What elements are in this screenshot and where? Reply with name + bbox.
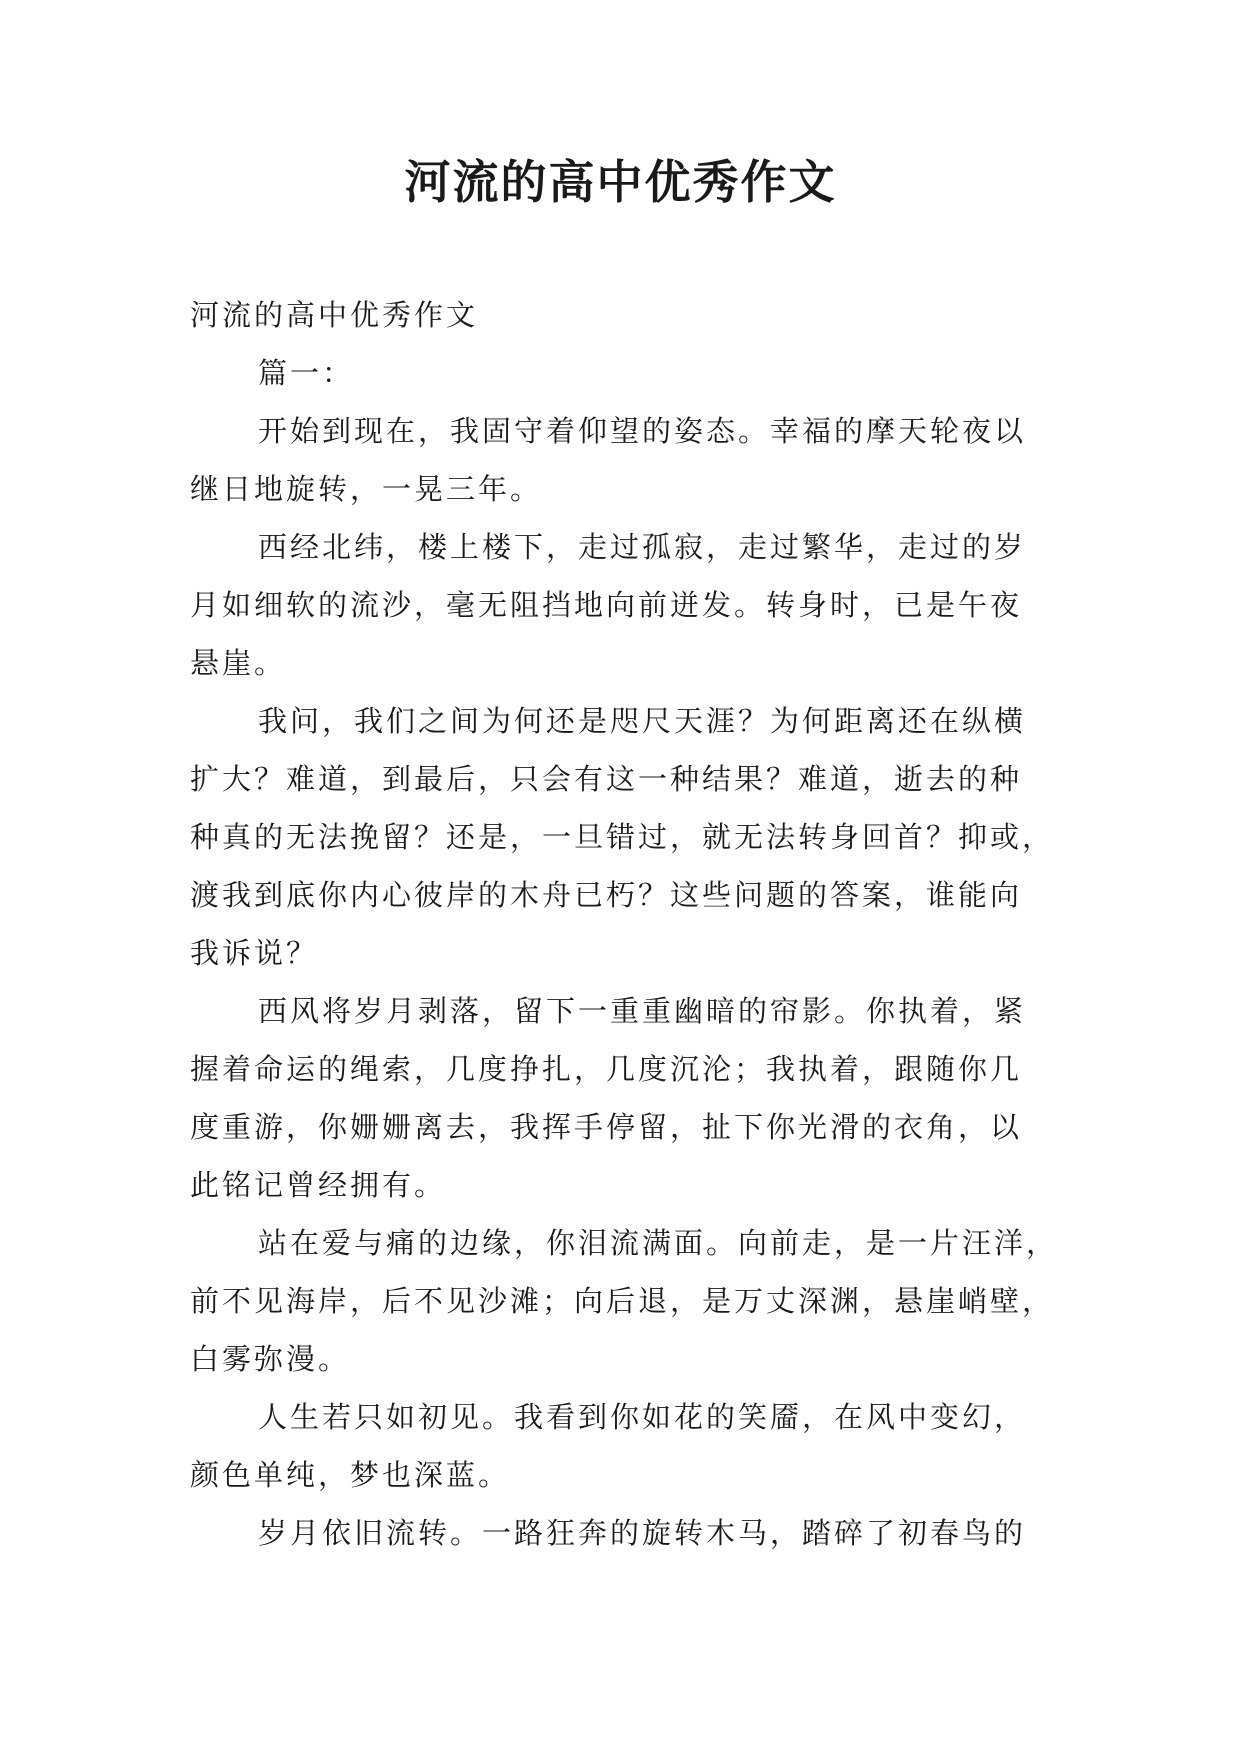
paragraph-line: 此铭记曾经拥有。	[190, 1168, 447, 1202]
paragraph-line: 扩大？难道，到最后，只会有这一种结果？难道，逝去的种	[190, 762, 1023, 796]
paragraph-line: 白雾弥漫。	[190, 1342, 351, 1376]
document-title: 河流的高中优秀作文	[404, 155, 837, 209]
paragraph-line: 西风将岁月剥落，留下一重重幽暗的帘影。你执着，紧	[258, 994, 1027, 1028]
paragraph	[190, 982, 1070, 1214]
paragraph-line: 前不见海岸，后不见沙滩；向后退，是万丈深渊，悬崖峭壁，	[190, 1284, 1055, 1318]
paragraph	[190, 1388, 1070, 1504]
paragraph-line: 人生若只如初见。我看到你如花的笑靥，在风中变幻，	[258, 1400, 1027, 1434]
document-body	[190, 286, 1070, 1562]
paragraph-line: 我问，我们之间为何还是咫尺天涯？为何距离还在纵横	[258, 704, 1027, 738]
paragraph-line: 站在爱与痛的边缘，你泪流满面。向前走，是一片汪洋，	[258, 1226, 1059, 1260]
paragraph-line: 种真的无法挽留？还是，一旦错过，就无法转身回首？抑或，	[190, 820, 1055, 854]
paragraph-line: 岁月依旧流转。一路狂奔的旋转木马，踏碎了初春鸟的	[258, 1516, 1027, 1550]
paragraph	[190, 1504, 1070, 1562]
paragraph	[190, 518, 1070, 692]
paragraph-line: 继日地旋转，一晃三年。	[190, 472, 543, 506]
paragraph-line: 握着命运的绳索，几度挣扎，几度沉沦；我执着，跟随你几	[190, 1052, 1023, 1086]
paragraph	[190, 402, 1070, 518]
paragraph-line: 月如细软的流沙，毫无阻挡地向前迸发。转身时，已是午夜	[190, 588, 1023, 622]
paragraph-line: 颜色单纯，梦也深蓝。	[190, 1458, 511, 1492]
paragraph-line: 开始到现在，我固守着仰望的姿态。幸福的摩天轮夜以	[258, 414, 1027, 448]
paragraph-line: 渡我到底你内心彼岸的木舟已朽？这些问题的答案，谁能向	[190, 878, 1023, 912]
paragraph	[190, 692, 1070, 982]
document-subtitle: 河流的高中优秀作文	[190, 298, 479, 332]
section-heading: 篇一：	[258, 356, 355, 390]
paragraph-line: 度重游，你姗姗离去，我挥手停留，扯下你光滑的衣角，以	[190, 1110, 1023, 1144]
paragraph-line: 悬崖。	[190, 646, 287, 680]
paragraph-line: 西经北纬，楼上楼下，走过孤寂，走过繁华，走过的岁	[258, 530, 1027, 564]
paragraph	[190, 1214, 1070, 1388]
paragraph-line: 我诉说？	[190, 936, 319, 970]
